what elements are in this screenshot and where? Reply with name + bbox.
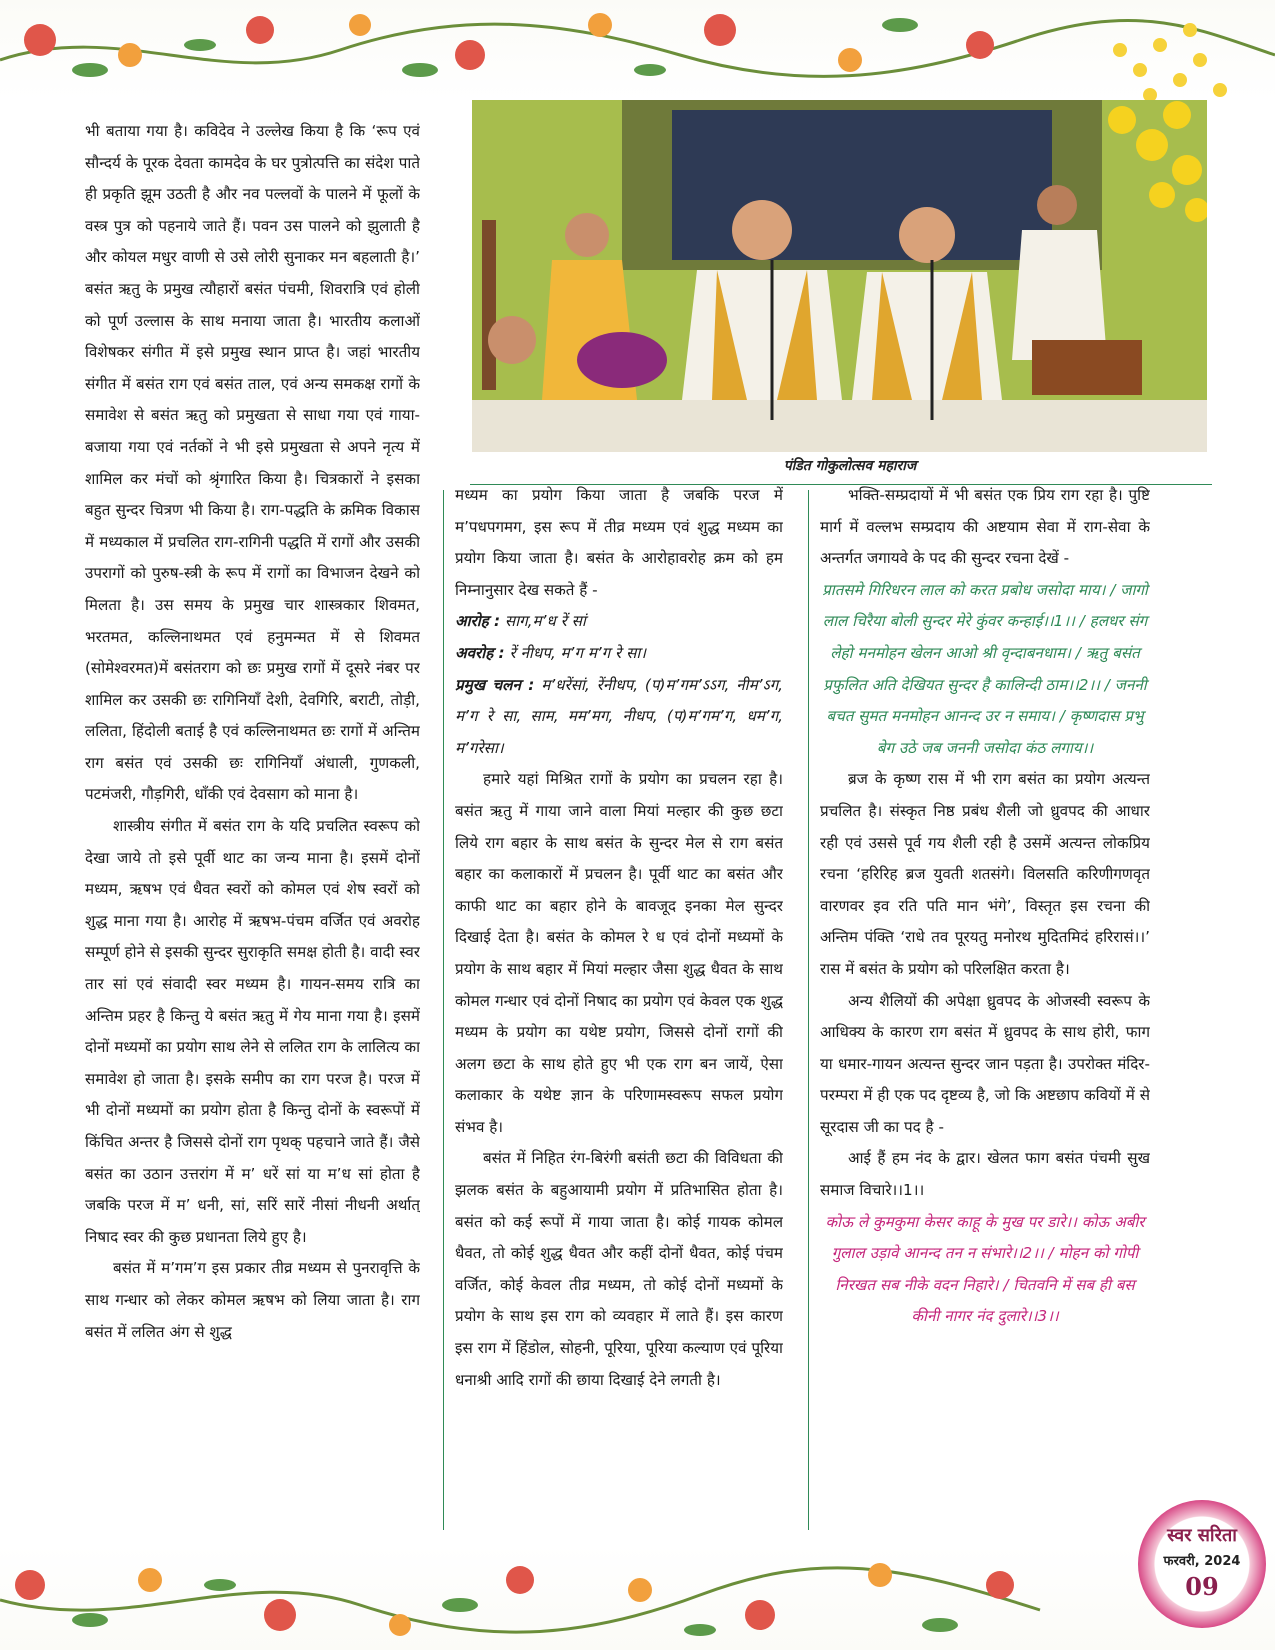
magazine-title: स्वर सरिता — [1167, 1525, 1237, 1546]
col2-paragraph-2: हमारे यहां मिश्रित रागों के प्रयोग का प्रचलन रहा है। बसंत ऋतु में गाया जाने वाला मियां मल्हार की कुछ छटा लिये राग बहार के साथ बसंत के सुन्दर मेल से राग बसंत बहार का कलाकारों में प्रचलन है। पूर्वी थाट का बसंत और काफी थाट का बहार होने के बावजूद इनका मेल सुन्दर दिखाई देता है। बसंत के कोमल रे ध एवं दोनों मध्यमों के प्रयोग के साथ बहार में मियां मल्हार जैसा शुद्ध धैवत के साथ कोमल गन्धार एवं दोनों निषाद का प्रयोग एवं केवल एक शुद्ध मध्यम के प्रयोग का यथेष्ट प्रयोग, जिससे दोनों रागों की अलग छटा के साथ होते हुए भी एक राग बन जायें, ऐसा कलाकार के यथेष्ट ज्ञान के परिणामस्वरूप सफल प्रयोग संभव है। — [455, 770, 783, 1136]
aroh-line — [455, 606, 783, 638]
verse-phag: कोऊ ले कुमकुमा केसर काहू के मुख पर डारे।। कोऊ अबीर गुलाल उड़ावे आनन्द तन न संभारे।।2।। / मोहन को गोपी निरखत सब नीके वदन निहारे। / चितवनि में सब ही बस कीनी नागर नंद दुलारे।।3।। — [825, 1212, 1145, 1326]
chalan-value: म’धरेंसां, रेंनीधप, (प)म’गम’ऽऽग, नीम’ऽग, म’ग रे सा, साम, मम’मग, नीधप, (प)म’गम’ग, धम’ग, म’गरेसा। — [455, 675, 783, 757]
floral-vine-bottom-icon — [0, 1545, 1275, 1650]
col3-paragraph-4: आई हैं हम नंद के द्वार। खेलत फाग बसंत पंचमी सुख समाज विचारे।।1।। — [820, 1149, 1150, 1200]
col1-paragraph-1: भी बताया गया है। कविदेव ने उल्लेख किया है कि ‘रूप एवं सौन्दर्य के पूरक देवता कामदेव के घर पुत्रोत्पत्ति का संदेश पाते ही प्रकृति झूम उठती है और नव पल्लवों के पालने में फूलों के वस्त्र पुत्र को पहनाये जाते हैं। पवन उस पालने को झुलाती है और कोयल मधुर वाणी से उसे लोरी सुनाकर मन बहलाती है।’ बसंत ऋतु के प्रमुख त्यौहारों बसंत पंचमी, शिवरात्रि एवं होली को पूर्ण उल्लास के साथ मनाया जाता है। भारतीय कलाओं विशेषकर संगीत में इसे प्रमुख स्थान प्राप्त है। जहां भारतीय संगीत में बसंत राग एवं बसंत ताल, एवं अन्य समकक्ष रागों के समावेश से बसंत ऋतु को प्रमुखता से साधा गया एवं गाया-बजाया गया एवं नर्तकों ने भी इसे प्रमुखता से अपने नृत्य में शामिल कर मंचों को श्रृंगारित किया है। चित्रकारों ने इसका बहुत सुन्दर चित्रण भी किया है। राग-पद्धति के क्रमिक विकास में मध्यकाल में प्रचलित राग-रागिनी पद्धति में रागों और उसकी उपरागों को पुरुष-स्त्री के रूप में रागों का विभाजन देखने को मिलता है। उस समय के प्रमुख चार शास्त्रकार शिवमत, भरतमत, कल्लिनाथमत एवं हनुमन्मत में से शिवमत (सोमेश्वरमत)में बसंतराग को छः प्रमुख रागों में दूसरे नंबर पर शामिल कर उसकी छः रागिनियाँ देशी, देवगिरि, बराटी, तोड़ी, ललिता, हिंदोली बताई है एवं कल्लिनाथमत छः रागों में अन्तिम राग बसंत एवं उसकी छः रागिनियाँ अंधाली, गुणकली, पटमंजरी, गौड़गिरी, धाँकी एवं देवसाग को माना है। — [85, 122, 420, 804]
page-number: 09 — [1185, 1572, 1219, 1601]
column-3 — [820, 480, 1150, 1480]
column-divider-right — [808, 490, 809, 1530]
col3-paragraph-3: अन्य शैलियों की अपेक्षा ध्रुवपद के ओजस्वी स्वरूप के आधिक्य के कारण राग बसंत में ध्रुवपद के साथ होरी, फाग या धमार-गायन अत्यन्त सुन्दर जान पड़ता है। उपरोक्त मंदिर-परम्परा में ही एक पद दृष्टव्य है, जो कि अष्टछाप कवियों में से सूरदास जी का पद है - — [820, 991, 1150, 1136]
chalan-line — [455, 670, 783, 765]
issue-date: फरवरी, 2024 — [1163, 1554, 1241, 1569]
chalan-label: प्रमुख चलन : — [455, 675, 535, 694]
aroh-label: आरोह : — [455, 612, 501, 631]
column-divider-left — [443, 490, 444, 1530]
aroh-value: साग,म’ध रें सां — [500, 612, 586, 631]
verse-prabodh: प्रातसमे गिरिधरन लाल को करत प्रबोध जसोदा माय। / जागो लाल चिरैया बोली सुन्दर मेरे कुंवर कन्हाई।।1।। / हलधर संग लेहो मनमोहन खेलन आओ श्री वृन्दाबनधाम। / ऋतु बसंत प्रफुलित अति देखियत सुन्दर है कालिन्दी ठाम।।2।। / जननी बचत सुमत मनमोहन आनन्द उर न समाय। / कृष्णदास प्रभु बेग उठे जब जननी जसोदा कंठ लगाय।। — [822, 580, 1148, 757]
top-floral-border — [0, 0, 1275, 100]
floral-vine-top-icon — [0, 0, 1275, 100]
avroh-line — [455, 638, 783, 670]
col3-paragraph-1: भक्ति-सम्प्रदायों में भी बसंत एक प्रिय राग रहा है। पुष्टि मार्ग में वल्लभ सम्प्रदाय की अष्टयाम सेवा में राग-सेवा के अन्तर्गत जगायवे के पद की सुन्दर रचना देखें - — [820, 486, 1150, 568]
avroh-label: अवरोह : — [455, 643, 505, 662]
col1-paragraph-2: शास्त्रीय संगीत में बसंत राग के यदि प्रचलित स्वरूप को देखा जाये तो इसे पूर्वी थाट का जन्य माना है। इसमें दोनों मध्यम, ऋषभ एवं धैवत स्वरों को कोमल एवं शेष स्वरों को शुद्ध माना गया है। आरोह में ऋषभ-पंचम वर्जित एवं अवरोह सम्पूर्ण होने से इसकी सुन्दर सुराकृति समक्ष होती है। वादी स्वर तार सां एवं संवादी स्वर मध्यम है। गायन-समय रात्रि का अन्तिम प्रहर है किन्तु ये बसंत ऋतु में गेय माना गया है। इसमें दोनों मध्यमों का प्रयोग साथ लेने से ललित राग के लालित्य का समावेश हो जाता है। इसके समीप का राग परज है। परज में भी दोनों मध्यमों का प्रयोग होता है किन्तु दोनों के स्वरूपों में किंचित अन्तर है जिससे दोनों राग पृथक् पहचाने जाते हैं। जैसे बसंत का उठान उत्तरांग में म’ धरें सां या म’ध सां होता है जबकि परज में म’ धनी, सां, सरिं सारें नीसां नीधनी अर्थात् निषाद स्वर की कुछ प्रधानता लिये हुए है। — [85, 817, 420, 1246]
column-2 — [455, 480, 783, 1546]
bottom-floral-border — [0, 1545, 1275, 1650]
col2-paragraph-1: मध्यम का प्रयोग किया जाता है जबकि परज में म’पधपगमग, इस रूप में तीव्र मध्यम एवं शुद्ध मध्यम का प्रयोग किया जाता है। बसंत के आरोहावरोह क्रम को हम निम्नानुसार देख सकते हैं - — [455, 486, 783, 599]
col2-paragraph-3: बसंत में निहित रंग-बिरंगी बसंती छटा की विविधता की झलक बसंत के बहुआयामी प्रयोग में प्रतिभासित होता है। बसंत को कई रूपों में गाया जाता है। कोई गायक कोमल धैवत, तो कोई शुद्ध धैवत और कहीं दोनों धैवत, कोई पंचम वर्जित, कोई केवल तीव्र मध्यम, तो कोई दोनों मध्यमों के प्रयोग के साथ इस राग को व्यवहार में लाते हैं। इस कारण इस राग में हिंडोल, सोहनी, पूरिया, पूरिया कल्याण एवं पूरिया धनाश्री आदि रागों की छाया दिखाई देने लगती है। — [455, 1149, 783, 1389]
musicians-performance-image — [472, 100, 1207, 452]
column-1 — [85, 116, 420, 1546]
avroh-value: रें नीधप, म’ग म’ग रे सा। — [504, 643, 647, 662]
col1-paragraph-3: बसंत में म’गम’ग इस प्रकार तीव्र मध्यम से पुनरावृत्ति के साथ गन्धार को लेकर कोमल ऋषभ को लिया जाता है। राग बसंत में ललित अंग से शुद्ध — [85, 1259, 420, 1341]
concert-photo — [472, 100, 1207, 452]
col3-paragraph-2: ब्रज के कृष्ण रास में भी राग बसंत का प्रयोग अत्यन्त प्रचलित है। संस्कृत निष्ठ प्रबंध शैली जो ध्रुवपद की आधार रही एवं उससे पूर्व गय शैली रही है उसमें अत्यन्त लोकप्रिय रचना ‘हरिरिह ब्रज युवती शतसंगे। विलसति करिणीगणवृत वारणवर इव रति पति मान भंगे’, विस्तृत इस रचना की अन्तिम पंक्ति ‘राधे तव पूरयतु मनोरथ मुदितमिदं हरिरासं।।’ रास में बसंत के प्रयोग को परिलक्षित करता है। — [820, 770, 1150, 978]
photo-caption: पंडित गोकुलोत्सव महाराज — [783, 458, 917, 474]
